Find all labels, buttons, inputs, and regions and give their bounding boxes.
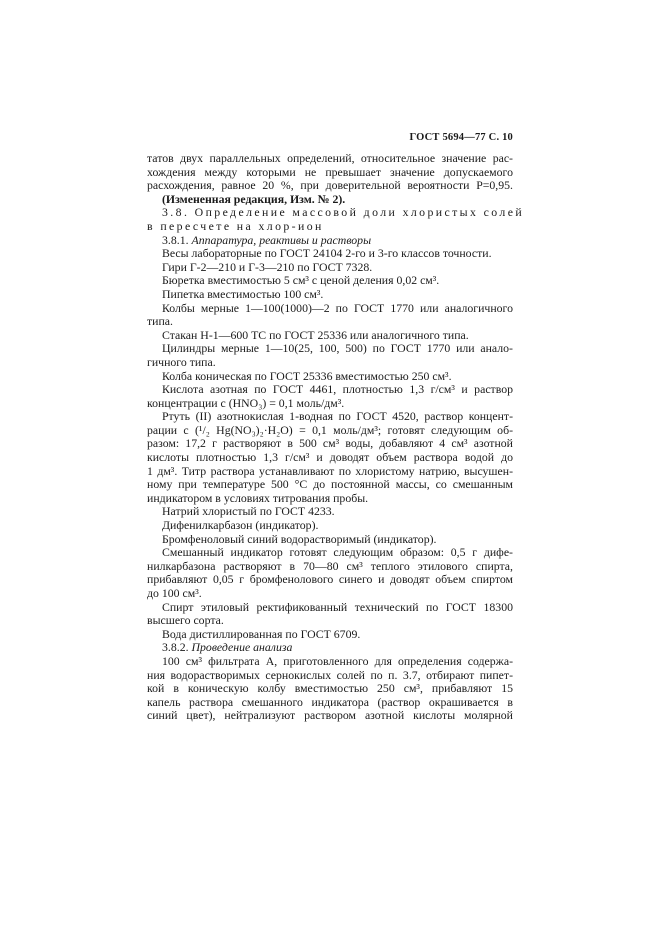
line-text: прибавляют 0,05 г бромфенолового синего и доводят объем спиртом: [147, 572, 513, 587]
line-text: рации c (¹/₂ Hg(NO₃)₂·H₂O) = 0,1 моль/дм³; готовят следующим об-: [147, 422, 513, 437]
line-text: татов двух параллельных определений, относительное значение рас-: [147, 151, 513, 165]
text-line: [147, 234, 513, 248]
line-text: до 100 см³.: [147, 586, 202, 600]
line-text: ния водорастворимых сернокислых солей по п. 3.7, отбирают пипет-: [147, 667, 513, 682]
line-text: Бромфеноловый синий водорастворимый (индикатор).: [162, 531, 437, 546]
text-line: [147, 451, 513, 465]
text-line: [147, 329, 513, 343]
line-text: кой в коническую колбу вместимостью 250 см³, прибавляют 15: [147, 681, 513, 696]
text-line: [147, 220, 513, 234]
text-line: [147, 505, 513, 519]
line-text: Стакан Н-1—600 ТС по ГОСТ 25336 или аналогичного типа.: [162, 327, 469, 342]
line-text: 1 дм³. Титр раствора устанавливают по хлористому натрию, высушен-: [147, 463, 513, 478]
line-text: концентрации c (HNO₃) = 0,1 моль/дм³.: [147, 395, 345, 410]
line-text: Смешанный индикатор готовят следующим образом: 0,5 г дифе-: [162, 545, 513, 560]
text-line: [147, 573, 513, 587]
line-text: Колба коническая по ГОСТ 25336 вместимостью 250 см³.: [162, 368, 452, 383]
text-line: [147, 410, 513, 424]
text-line: [147, 492, 513, 506]
line-text: расхождения, равное 20 %, при доверительной вероятности P=0,95.: [147, 178, 513, 193]
line-text: хождения между которыми не превышает значение допускаемого: [147, 164, 513, 179]
text-line: [147, 437, 513, 451]
text-line: [147, 179, 513, 193]
text-line: [147, 682, 513, 696]
text-line: [147, 709, 513, 723]
text-line: [147, 397, 513, 411]
line-text: в пересчете на хлор-ион: [147, 218, 324, 233]
line-text: 3.8. Определение массовой доли хлористых солей: [162, 205, 525, 220]
section-title: Проведение анализа: [191, 640, 293, 655]
section-title: Аппаратура, реактивы и растворы: [191, 232, 372, 247]
text-line: [147, 383, 513, 397]
line-text: (Измененная редакция, Изм. № 2).: [162, 191, 346, 206]
text-line: [147, 628, 513, 642]
text-line: [147, 205, 525, 220]
text-line: [147, 274, 513, 288]
line-text: Кислота азотная по ГОСТ 4461, плотностью 1,3 г/см³ и раствор: [162, 382, 513, 397]
line-text: Вода дистиллированная по ГОСТ 6709.: [162, 626, 361, 641]
line-text: Весы лабораторные по ГОСТ 24104 2-го и 3-го классов точности.: [162, 246, 492, 261]
line-text: высшего сорта.: [147, 613, 224, 628]
line-text: Колбы мерные 1—100(1000)—2 по ГОСТ 1770 или аналогичного: [162, 300, 513, 315]
line-text: ному при температуре 500 °С до постоянной массы, со смешанным: [147, 477, 513, 492]
line-text: Дифенилкарбазон (индикатор).: [162, 518, 319, 533]
line-text: 3.8.1.: [162, 232, 192, 247]
text-line: [147, 247, 513, 261]
text-line: [147, 478, 513, 492]
text-line: [147, 614, 513, 628]
page-header: ГОСТ 5694—77 С. 10: [409, 132, 513, 143]
text-line: [147, 560, 513, 574]
text-line: [147, 465, 513, 479]
line-text: синий цвет), нейтрализуют раствором азотной кислоты молярной: [147, 708, 513, 723]
text-line: [147, 601, 513, 615]
line-text: Пипетка вместимостью 100 см³.: [162, 286, 324, 301]
text-line: [147, 655, 513, 669]
text-line: [147, 546, 513, 560]
text-line: [147, 519, 513, 533]
line-text: типа.: [147, 314, 173, 329]
text-line: [147, 424, 513, 438]
text-line: [147, 342, 513, 356]
line-text: 100 см³ фильтрата А, приготовленного для определения содержа-: [162, 653, 513, 668]
line-text: Бюретка вместимостью 5 см³ с ценой деления 0,02 см³.: [162, 273, 440, 288]
text-line: [147, 533, 513, 547]
text-line: [147, 288, 513, 302]
text-line: [147, 315, 513, 329]
line-text: нилкарбазона растворяют в 70—80 см³ теплого этилового спирта,: [147, 558, 513, 573]
text-line: [147, 302, 513, 316]
line-text: индикатором в условиях титрования пробы.: [147, 490, 369, 505]
text-line: [147, 166, 513, 180]
line-text: Ртуть (II) азотнокислая 1-водная по ГОСТ 4520, раствор концент-: [162, 409, 513, 424]
text-line: [147, 641, 513, 655]
text-line: [147, 587, 513, 601]
line-text: Спирт этиловый ректификованный технический по ГОСТ 18300: [162, 599, 513, 614]
line-text: Гири Г-2—210 и Г-3—210 по ГОСТ 7328.: [162, 259, 373, 274]
text-line: [147, 669, 513, 683]
document-body: [147, 151, 525, 723]
line-text: разом: 17,2 г растворяют в 500 см³ воды, добавляют 4 см³ азотной: [147, 436, 513, 451]
line-text: 3.8.2.: [162, 640, 192, 655]
text-line: [147, 696, 513, 710]
line-text: Цилиндры мерные 1—10(25, 100, 500) по ГОСТ 1770 или анало-: [162, 341, 513, 356]
line-text: кислоты плотностью 1,3 г/см³ и доводят объем раствора водой до: [147, 450, 513, 465]
line-text: капель раствора смешанного индикатора (раствор окрашивается в: [147, 694, 513, 709]
text-line: [147, 152, 513, 166]
text-line: [147, 370, 513, 384]
text-line: [147, 356, 513, 370]
line-text: гичного типа.: [147, 354, 216, 369]
line-text: Натрий хлористый по ГОСТ 4233.: [162, 504, 335, 519]
text-line: [147, 261, 513, 275]
text-line: [147, 193, 513, 207]
